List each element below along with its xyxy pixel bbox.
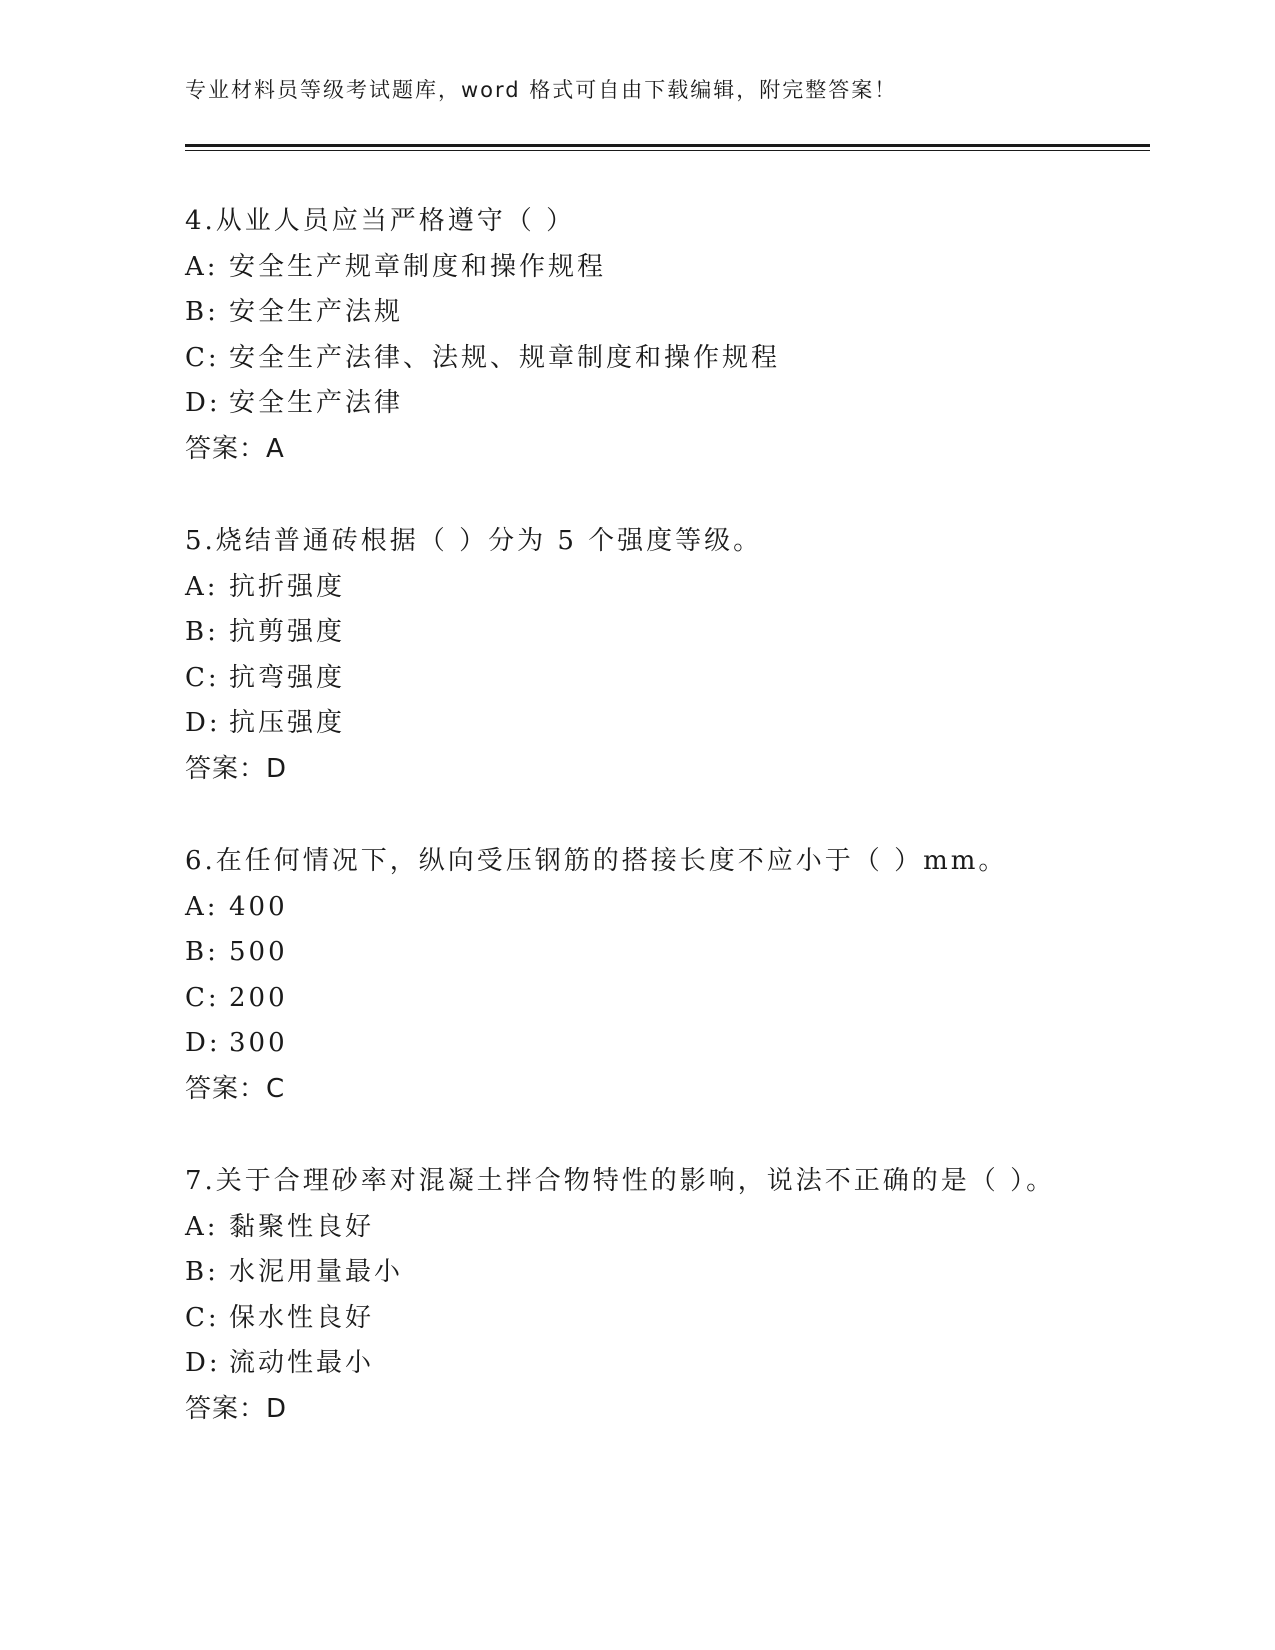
- question-stem: 6.在任何情况下，纵向受压钢筋的搭接长度不应小于（ ）mm。: [185, 846, 1008, 876]
- question-stem: 5.烧结普通砖根据（ ）分为 5 个强度等级。: [185, 526, 763, 556]
- option-text: 300: [229, 1028, 288, 1058]
- option-label: B:: [185, 937, 219, 967]
- answer: 答案：A: [185, 433, 285, 464]
- option-d: [185, 1341, 1145, 1387]
- option-text: 安全生产规章制度和操作规程: [229, 251, 607, 282]
- option-label: D:: [185, 388, 221, 418]
- option-a: [185, 885, 1145, 931]
- option-b: [185, 610, 1145, 656]
- option-c: [185, 1296, 1145, 1342]
- option-text: 水泥用量最小: [229, 1257, 404, 1287]
- question-5: [185, 519, 1145, 792]
- option-text: 抗剪强度: [229, 617, 346, 647]
- answer: 答案：C: [185, 1073, 286, 1104]
- answer: 答案：D: [185, 1393, 288, 1424]
- option-label: B:: [185, 617, 219, 647]
- option-text: 500: [229, 937, 288, 967]
- header-rule-thin: [185, 150, 1150, 151]
- option-label: A:: [185, 891, 219, 922]
- question-stem: 7.关于合理砂率对混凝土拌合物特性的影响，说法不正确的是（ ）。: [185, 1166, 1056, 1196]
- option-a: [185, 565, 1145, 611]
- option-c: [185, 336, 1145, 382]
- option-d: [185, 1021, 1145, 1067]
- option-text: 400: [229, 891, 288, 922]
- option-c: [185, 976, 1145, 1022]
- option-a: [185, 245, 1145, 291]
- option-label: A:: [185, 1211, 219, 1242]
- option-d: [185, 701, 1145, 747]
- option-text: 200: [229, 982, 288, 1013]
- option-b: [185, 290, 1145, 336]
- option-label: B:: [185, 297, 219, 327]
- option-text: 安全生产法律: [229, 388, 404, 418]
- question-6: [185, 839, 1145, 1112]
- option-text: 抗折强度: [229, 571, 346, 602]
- option-text: 黏聚性良好: [229, 1211, 375, 1242]
- question-4: [185, 199, 1145, 472]
- page-header: 专业材料员等级考试题库，word 格式可自由下载编辑，附完整答案！: [185, 78, 898, 102]
- option-b: [185, 930, 1145, 976]
- option-d: [185, 381, 1145, 427]
- option-text: 流动性最小: [229, 1348, 375, 1378]
- option-b: [185, 1250, 1145, 1296]
- option-label: B:: [185, 1257, 219, 1287]
- option-label: D:: [185, 708, 221, 738]
- answer: 答案：D: [185, 753, 288, 784]
- option-label: A:: [185, 571, 219, 602]
- option-label: C:: [185, 982, 220, 1013]
- option-label: C:: [185, 1302, 220, 1333]
- option-text: 安全生产法律、法规、规章制度和操作规程: [229, 342, 781, 373]
- option-text: 保水性良好: [229, 1302, 375, 1333]
- option-text: 抗弯强度: [229, 662, 346, 693]
- question-7: [185, 1159, 1145, 1432]
- option-c: [185, 656, 1145, 702]
- header-rule-thick: [185, 144, 1150, 147]
- option-label: C:: [185, 662, 220, 693]
- option-label: D:: [185, 1348, 221, 1378]
- option-label: C:: [185, 342, 220, 373]
- option-text: 抗压强度: [229, 708, 346, 738]
- option-text: 安全生产法规: [229, 297, 404, 327]
- option-a: [185, 1205, 1145, 1251]
- option-label: D:: [185, 1028, 221, 1058]
- question-stem: 4.从业人员应当严格遵守（ ）: [185, 206, 576, 236]
- option-label: A:: [185, 251, 219, 282]
